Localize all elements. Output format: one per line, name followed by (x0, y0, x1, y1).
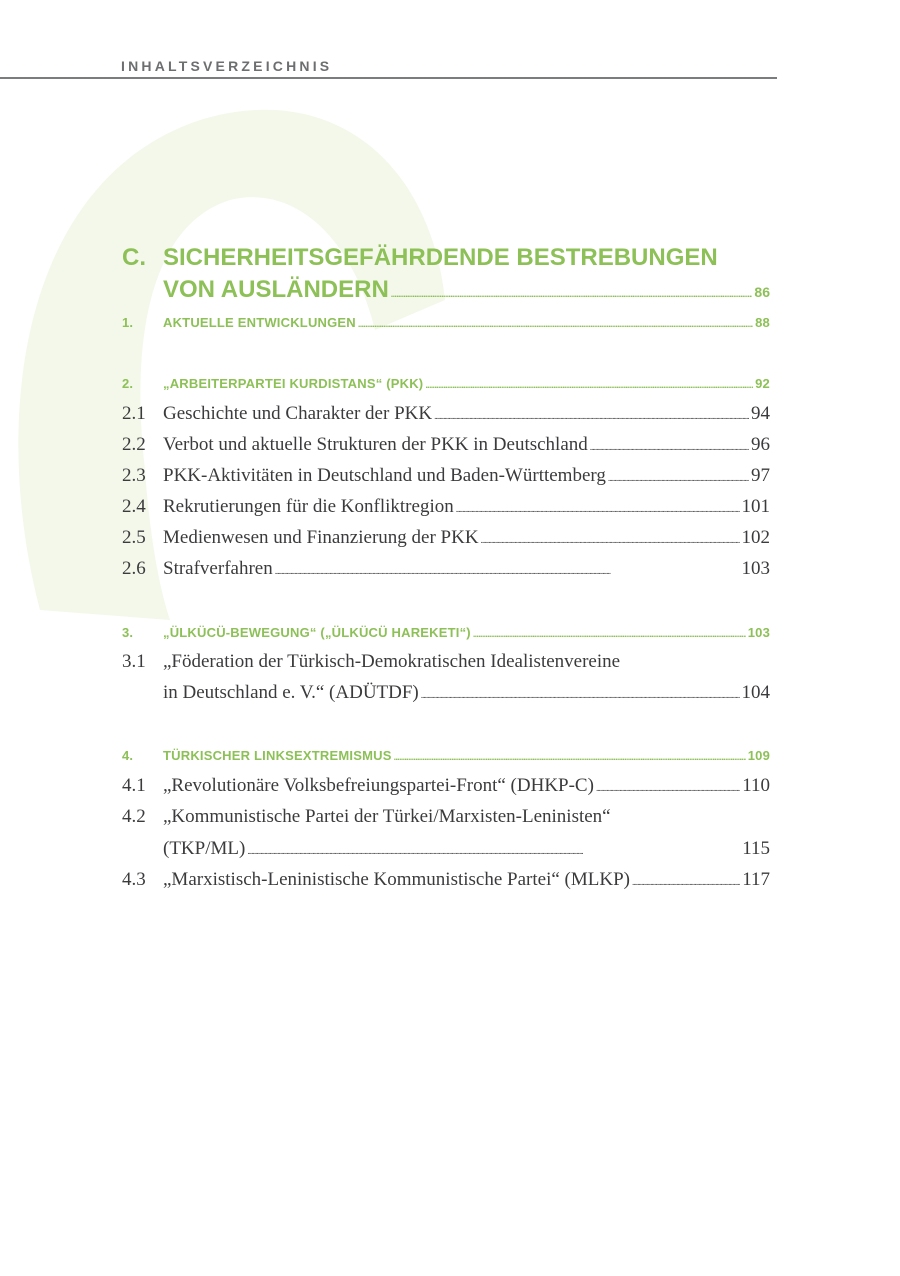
toc-entry[interactable] (122, 806, 770, 828)
toc-entry[interactable] (122, 558, 770, 580)
toc-entry-chapter[interactable] (122, 276, 770, 304)
page-number: 86 (754, 284, 770, 300)
entry-title: PKK-Aktivitäten in Deutschland und Baden-Württemberg (163, 465, 606, 486)
leader-dots (425, 376, 753, 391)
toc-entry-continuation[interactable] (122, 838, 770, 860)
running-header: INHALTSVERZEICHNIS (121, 58, 333, 74)
leader-dots (590, 434, 749, 456)
entry-title: „ARBEITERPARTEI KURDISTANS“ (PKK) (163, 376, 424, 391)
leader-dots (275, 558, 740, 580)
entry-number: 3. (122, 625, 134, 640)
entry-number: 4. (122, 748, 134, 763)
entry-number: 4.2 (122, 806, 146, 827)
chapter-number: C. (122, 244, 146, 271)
entry-title: „Kommunistische Partei der Türkei/Marxisten-Leninisten“ (163, 806, 611, 827)
toc-entry[interactable] (122, 869, 770, 891)
page-number: 101 (741, 496, 770, 517)
entry-title: Rekrutierungen für die Konfliktregion (163, 496, 454, 517)
page-number: 96 (751, 434, 770, 455)
entry-title: Geschichte und Charakter der PKK (163, 403, 433, 424)
chapter-title-line1: SICHERHEITSGEFÄHRDENDE BESTREBUNGEN (163, 244, 718, 271)
leader-dots (596, 775, 740, 797)
toc-entry[interactable] (122, 465, 770, 487)
page-number: 102 (741, 527, 770, 548)
entry-title-continued: in Deutschland e. V.“ (ADÜTDF) (163, 682, 419, 703)
page-number: 115 (742, 838, 770, 859)
toc-entry[interactable] (122, 625, 770, 640)
entry-title: AKTUELLE ENTWICKLUNGEN (163, 315, 356, 330)
page-number: 110 (742, 775, 770, 796)
toc-entry[interactable] (122, 434, 770, 456)
entry-number: 2.6 (122, 558, 146, 579)
leader-dots (391, 276, 753, 304)
entry-title: TÜRKISCHER LINKSEXTREMISMUS (163, 748, 392, 763)
page-number: 103 (747, 625, 770, 640)
entry-number: 1. (122, 315, 134, 330)
entry-number: 4.3 (122, 869, 146, 890)
page-number: 109 (747, 748, 770, 763)
toc-entry[interactable] (122, 775, 770, 797)
leader-dots (421, 682, 740, 704)
entry-title: „ÜLKÜCÜ-BEWEGUNG“ („ÜLKÜCÜ HAREKETI“) (163, 625, 471, 640)
page-number: 104 (741, 682, 770, 703)
leader-dots (247, 838, 740, 860)
toc-entry-continuation[interactable] (122, 682, 770, 704)
leader-dots (394, 748, 746, 763)
leader-dots (608, 465, 749, 487)
entry-number: 3.1 (122, 651, 146, 672)
toc-entry[interactable] (122, 527, 770, 549)
chapter-heading (122, 244, 770, 272)
page-number: 88 (755, 315, 770, 330)
entry-title: „Föderation der Türkisch-Demokratischen Idealistenvereine (163, 651, 621, 672)
page-number: 117 (742, 869, 770, 890)
page-number: 94 (751, 403, 770, 424)
entry-number: 2.5 (122, 527, 146, 548)
entry-number: 2.4 (122, 496, 146, 517)
page-number: 97 (751, 465, 770, 486)
leader-dots (481, 527, 740, 549)
toc-entry[interactable] (122, 315, 770, 330)
entry-title: Strafverfahren (163, 558, 273, 579)
toc-entry[interactable] (122, 496, 770, 518)
entry-title: Medienwesen und Finanzierung der PKK (163, 527, 479, 548)
header-rule (0, 77, 777, 79)
toc-entry[interactable] (122, 748, 770, 763)
page-number: 92 (755, 376, 770, 391)
entry-title: „Revolutionäre Volksbefreiungspartei-Front“ (DHKP-C) (163, 775, 594, 796)
toc-entry[interactable] (122, 376, 770, 391)
entry-number: 2.1 (122, 403, 146, 424)
toc-entry[interactable] (122, 403, 770, 425)
leader-dots (632, 869, 740, 891)
entry-title: Verbot und aktuelle Strukturen der PKK in Deutschland (163, 434, 588, 455)
toc-entry[interactable] (122, 651, 770, 673)
entry-number: 4.1 (122, 775, 146, 796)
entry-title: „Marxistisch-Leninistische Kommunistische Partei“ (MLKP) (163, 869, 630, 890)
leader-dots (358, 315, 753, 330)
leader-dots (456, 496, 740, 518)
entry-number: 2.3 (122, 465, 146, 486)
page-number: 103 (741, 558, 770, 579)
leader-dots (473, 625, 746, 640)
entry-number: 2. (122, 376, 134, 391)
entry-title-continued: (TKP/ML) (163, 838, 246, 859)
entry-number: 2.2 (122, 434, 146, 455)
chapter-title-line2: VON AUSLÄNDERN (163, 276, 389, 303)
leader-dots (434, 403, 749, 425)
